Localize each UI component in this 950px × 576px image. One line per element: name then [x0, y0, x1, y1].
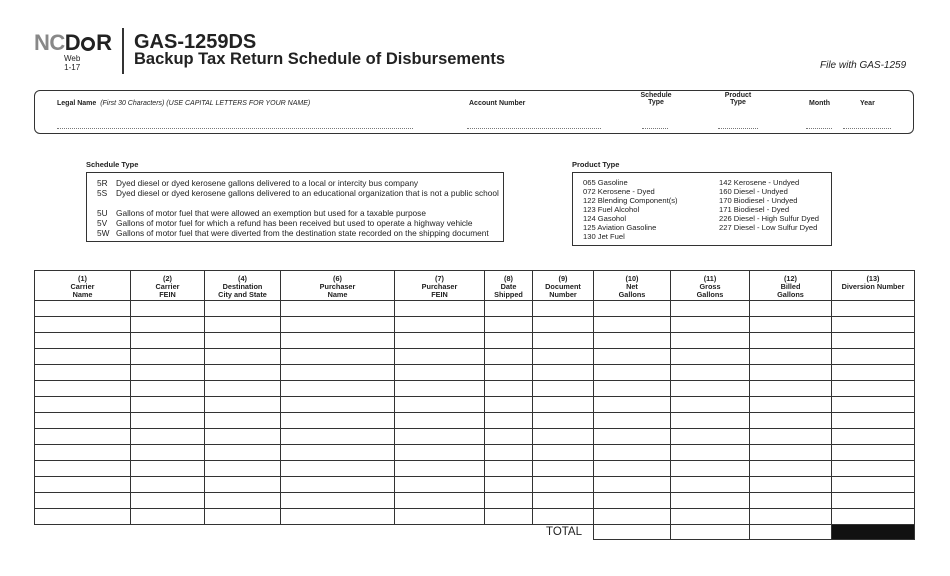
entry-cell[interactable]: [281, 381, 395, 397]
file-with-note: File with GAS-1259: [820, 60, 907, 71]
entry-cell[interactable]: [832, 413, 915, 429]
entry-cell[interactable]: [594, 429, 671, 445]
legal-name-label: Legal Name (First 30 Characters) (USE CAPITAL LETTERS FOR YOUR NAME): [57, 100, 311, 107]
entry-cell[interactable]: [671, 333, 750, 349]
entry-cell[interactable]: [395, 301, 485, 317]
entry-cell[interactable]: [671, 461, 750, 477]
entry-cell[interactable]: [594, 317, 671, 333]
entry-cell[interactable]: [131, 301, 205, 317]
entry-cell[interactable]: [205, 461, 281, 477]
entry-cell[interactable]: [395, 445, 485, 461]
entry-cell[interactable]: [533, 477, 594, 493]
entry-cell[interactable]: [281, 413, 395, 429]
column-header-line: FEIN: [159, 290, 176, 299]
entry-cell[interactable]: [281, 477, 395, 493]
column-header-line: Purchaser: [319, 282, 356, 291]
product-type-legend: [572, 172, 832, 246]
entry-cell[interactable]: [533, 317, 594, 333]
column-header: [485, 271, 533, 301]
product-item: 130 Jet Fuel: [583, 232, 625, 241]
entry-cell[interactable]: [594, 381, 671, 397]
column-header-line: Billed: [780, 282, 801, 291]
entry-cell[interactable]: [750, 509, 832, 525]
entry-cell[interactable]: [533, 493, 594, 509]
entry-cell[interactable]: [131, 397, 205, 413]
entry-cell[interactable]: [205, 333, 281, 349]
column-header-line: Gallons: [777, 290, 804, 299]
entry-cell[interactable]: [832, 429, 915, 445]
entry-cell[interactable]: [750, 349, 832, 365]
entry-cell[interactable]: [832, 317, 915, 333]
entry-cell[interactable]: [750, 493, 832, 509]
column-header: [832, 271, 915, 301]
entry-cell[interactable]: [832, 509, 915, 525]
table-row: [35, 445, 915, 461]
entry-cell[interactable]: [750, 301, 832, 317]
schedule-item: 5R Dyed diesel or dyed kerosene gallons delivered to a local or intercity bus company: [97, 178, 419, 188]
column-header: [671, 271, 750, 301]
entry-cell[interactable]: [832, 461, 915, 477]
entry-cell[interactable]: [671, 349, 750, 365]
schedule-type-title: Schedule Type: [86, 160, 139, 169]
total-shaded-cell: [831, 524, 915, 540]
product-item: 065 Gasoline: [583, 178, 628, 187]
entry-cell[interactable]: [131, 509, 205, 525]
column-header-line: Shipped: [494, 290, 523, 299]
entry-cell[interactable]: [594, 349, 671, 365]
entry-cell[interactable]: [832, 333, 915, 349]
entry-cell[interactable]: [395, 413, 485, 429]
entry-cell[interactable]: [281, 493, 395, 509]
entry-cell[interactable]: [281, 445, 395, 461]
column-header-line: Net: [626, 282, 638, 291]
product-item: 142 Kerosene - Undyed: [719, 178, 800, 187]
column-header: [395, 271, 485, 301]
entry-cell[interactable]: [281, 349, 395, 365]
entry-cell[interactable]: [832, 365, 915, 381]
column-header-line: Name: [327, 290, 348, 299]
entry-cell[interactable]: [395, 461, 485, 477]
entry-cell[interactable]: [395, 397, 485, 413]
entry-cell[interactable]: [671, 509, 750, 525]
product-type-title: Product Type: [572, 160, 620, 169]
column-header-line: (6): [333, 274, 342, 283]
total-label: TOTAL: [546, 526, 582, 538]
entry-cell[interactable]: [395, 429, 485, 445]
table-row: [35, 413, 915, 429]
column-header: [131, 271, 205, 301]
column-header: [281, 271, 395, 301]
column-header-line: City and State: [218, 290, 267, 299]
column-header-line: Gallons: [696, 290, 724, 299]
entry-cell[interactable]: [205, 477, 281, 493]
entry-cell[interactable]: [281, 317, 395, 333]
entry-cell[interactable]: [205, 445, 281, 461]
entry-cell[interactable]: [35, 509, 131, 525]
column-header-line: (12): [784, 274, 797, 283]
table-row: [35, 349, 915, 365]
table-row: [35, 461, 915, 477]
column-header: [35, 271, 131, 301]
entry-cell[interactable]: [205, 509, 281, 525]
entry-cell[interactable]: [832, 301, 915, 317]
entry-cell[interactable]: [205, 397, 281, 413]
column-header-line: Number: [549, 290, 577, 299]
entry-cell[interactable]: [205, 429, 281, 445]
column-header-line: Carrier: [70, 282, 95, 291]
entry-cell[interactable]: [281, 333, 395, 349]
entry-cell[interactable]: [35, 365, 131, 381]
entry-cell[interactable]: [281, 365, 395, 381]
entry-cell[interactable]: [395, 365, 485, 381]
table-row: [35, 317, 915, 333]
entry-cell[interactable]: [131, 477, 205, 493]
entry-cell[interactable]: [671, 445, 750, 461]
entry-cell[interactable]: [594, 477, 671, 493]
column-header-line: Carrier: [155, 282, 180, 291]
entry-cell[interactable]: [35, 477, 131, 493]
product-item: 072 Kerosene - Dyed: [583, 187, 655, 196]
logo-d-text: D: [64, 30, 81, 55]
product-item: 160 Diesel - Undyed: [719, 187, 788, 196]
entry-cell[interactable]: [594, 493, 671, 509]
entry-cell[interactable]: [485, 493, 533, 509]
entry-cell[interactable]: [131, 429, 205, 445]
column-header-line: Purchaser: [421, 282, 458, 291]
year-field[interactable]: [843, 128, 891, 129]
entry-cell[interactable]: [131, 365, 205, 381]
entry-cell[interactable]: [832, 397, 915, 413]
column-header-line: (1): [78, 274, 87, 283]
entry-cell[interactable]: [832, 349, 915, 365]
entry-cell[interactable]: [35, 349, 131, 365]
entry-cell[interactable]: [533, 381, 594, 397]
entry-cell[interactable]: [395, 477, 485, 493]
disbursement-table: [34, 270, 915, 525]
entry-cell[interactable]: [35, 301, 131, 317]
table-row: [35, 397, 915, 413]
entry-cell[interactable]: [594, 461, 671, 477]
column-header-line: (7): [435, 274, 444, 283]
table-row: [35, 333, 915, 349]
entry-cell[interactable]: [671, 397, 750, 413]
entry-cell[interactable]: [395, 317, 485, 333]
entry-cell[interactable]: [485, 365, 533, 381]
entry-cell[interactable]: [485, 381, 533, 397]
entry-cell[interactable]: [750, 365, 832, 381]
entry-cell[interactable]: [750, 333, 832, 349]
schedule-item: 5S Dyed diesel or dyed kerosene gallons delivered to an educational organization that is not a public school: [97, 188, 499, 198]
entry-cell[interactable]: [671, 301, 750, 317]
total-gross-gallons-field[interactable]: [670, 524, 750, 540]
column-header-line: (4): [238, 274, 247, 283]
entry-cell[interactable]: [533, 301, 594, 317]
entry-cell[interactable]: [594, 445, 671, 461]
column-header-line: Gross: [699, 282, 721, 291]
form-number: GAS-1259DS: [134, 31, 257, 53]
account-number-label: Account Number: [469, 100, 526, 107]
entry-cell[interactable]: [35, 493, 131, 509]
schedule-item: 5U Gallons of motor fuel that were allowed an exemption but used for a taxable purpose: [97, 208, 426, 218]
entry-cell[interactable]: [395, 493, 485, 509]
entry-cell[interactable]: [131, 493, 205, 509]
entry-cell[interactable]: [395, 349, 485, 365]
entry-cell[interactable]: [205, 317, 281, 333]
table-row: [35, 493, 915, 509]
entry-cell[interactable]: [594, 301, 671, 317]
entry-cell[interactable]: [281, 461, 395, 477]
year-label: Year: [860, 100, 875, 107]
entry-cell[interactable]: [832, 477, 915, 493]
table-row: [35, 477, 915, 493]
entry-cell[interactable]: [832, 381, 915, 397]
product-type-field[interactable]: [718, 128, 758, 129]
entry-cell[interactable]: [131, 461, 205, 477]
table-header-row: [35, 271, 915, 301]
entry-cell[interactable]: [205, 301, 281, 317]
entry-cell[interactable]: [750, 477, 832, 493]
entry-cell[interactable]: [35, 317, 131, 333]
entry-cell[interactable]: [35, 381, 131, 397]
entry-cell[interactable]: [485, 477, 533, 493]
entry-cell[interactable]: [205, 365, 281, 381]
schedule-item: 5W Gallons of motor fuel that were diverted from the destination state recorded on the shipping document: [97, 228, 489, 238]
entry-cell[interactable]: [533, 509, 594, 525]
schedule-type-field[interactable]: [642, 128, 668, 129]
web-label: Web: [64, 54, 81, 63]
table-row: [35, 365, 915, 381]
entry-cell[interactable]: [35, 333, 131, 349]
entry-cell[interactable]: [671, 381, 750, 397]
entry-cell[interactable]: [35, 461, 131, 477]
column-header-line: (13): [866, 274, 880, 283]
entry-cell[interactable]: [205, 349, 281, 365]
schedule-item: 5V Gallons of motor fuel for which a refund has been received but used to operate a highway vehicle: [97, 218, 473, 228]
column-header-line: Gallons: [618, 290, 646, 299]
entry-cell[interactable]: [395, 333, 485, 349]
entry-cell[interactable]: [485, 429, 533, 445]
month-field[interactable]: [806, 128, 832, 129]
entry-cell[interactable]: [750, 413, 832, 429]
column-header-line: (8): [504, 274, 513, 283]
entry-cell[interactable]: [671, 317, 750, 333]
entry-cell[interactable]: [131, 317, 205, 333]
entry-cell[interactable]: [35, 397, 131, 413]
entry-cell[interactable]: [671, 365, 750, 381]
entry-cell[interactable]: [131, 413, 205, 429]
entry-cell[interactable]: [750, 461, 832, 477]
table-row: [35, 301, 915, 317]
entry-cell[interactable]: [533, 397, 594, 413]
entry-cell[interactable]: [533, 461, 594, 477]
entry-cell[interactable]: [131, 333, 205, 349]
entry-cell[interactable]: [750, 381, 832, 397]
total-net-gallons-field[interactable]: [593, 524, 671, 540]
form-revision: [64, 54, 80, 72]
entry-cell[interactable]: [533, 445, 594, 461]
table-row: [35, 429, 915, 445]
product-item: 171 Biodiesel - Dyed: [719, 205, 790, 214]
ncdor-logo: [34, 30, 112, 56]
logo-nc-text: NC: [34, 30, 65, 55]
column-header: [594, 271, 671, 301]
product-item: 125 Aviation Gasoline: [583, 223, 657, 232]
schedule-type-label: Schedule Type: [640, 92, 672, 106]
form-title: Backup Tax Return Schedule of Disbursements: [134, 50, 506, 68]
column-header-line: FEIN: [431, 290, 448, 299]
entry-cell[interactable]: [281, 397, 395, 413]
column-header-line: Name: [72, 290, 93, 299]
table-row: [35, 381, 915, 397]
entry-cell[interactable]: [35, 413, 131, 429]
logo-r-text: R: [96, 30, 112, 55]
column-header-line: Destination: [222, 282, 263, 291]
entry-cell[interactable]: [671, 413, 750, 429]
entry-cell[interactable]: [533, 429, 594, 445]
entry-cell[interactable]: [594, 413, 671, 429]
entry-cell[interactable]: [35, 429, 131, 445]
entry-cell[interactable]: [281, 301, 395, 317]
taxpayer-info-box: [34, 90, 914, 134]
entry-cell[interactable]: [395, 381, 485, 397]
entry-cell[interactable]: [533, 413, 594, 429]
entry-cell[interactable]: [485, 461, 533, 477]
entry-cell[interactable]: [131, 349, 205, 365]
entry-cell[interactable]: [594, 509, 671, 525]
entry-cell[interactable]: [485, 333, 533, 349]
account-number-field[interactable]: [467, 128, 601, 129]
entry-cell[interactable]: [485, 445, 533, 461]
entry-cell[interactable]: [485, 301, 533, 317]
product-item: 227 Diesel - Low Sulfur Dyed: [719, 223, 818, 232]
month-label: Month: [809, 100, 830, 107]
column-header-line: (9): [558, 274, 568, 283]
entry-cell[interactable]: [750, 397, 832, 413]
revision-date: 1-17: [64, 63, 81, 72]
entry-cell[interactable]: [750, 445, 832, 461]
entry-cell[interactable]: [533, 333, 594, 349]
product-item: 226 Diesel - High Sulfur Dyed: [719, 214, 820, 223]
entry-cell[interactable]: [281, 509, 395, 525]
entry-cell[interactable]: [533, 365, 594, 381]
legal-name-note: (First 30 Characters) (USE CAPITAL LETTERS FOR YOUR NAME): [100, 100, 311, 107]
entry-cell[interactable]: [750, 429, 832, 445]
column-header: [533, 271, 594, 301]
entry-cell[interactable]: [671, 477, 750, 493]
entry-cell[interactable]: [594, 397, 671, 413]
entry-cell[interactable]: [594, 365, 671, 381]
product-item: 170 Biodiesel - Undyed: [719, 196, 798, 205]
column-header-line: (11): [703, 274, 717, 283]
entry-cell[interactable]: [205, 381, 281, 397]
entry-cell[interactable]: [485, 397, 533, 413]
column-header-line: Date: [500, 282, 517, 291]
entry-cell[interactable]: [671, 493, 750, 509]
entry-cell[interactable]: [485, 349, 533, 365]
entry-cell[interactable]: [205, 413, 281, 429]
entry-cell[interactable]: [395, 509, 485, 525]
product-item: 123 Fuel Alcohol: [583, 205, 640, 214]
column-header: [750, 271, 832, 301]
entry-cell[interactable]: [131, 445, 205, 461]
entry-cell[interactable]: [485, 509, 533, 525]
entry-cell[interactable]: [131, 381, 205, 397]
entry-cell[interactable]: [832, 445, 915, 461]
legal-name-field[interactable]: [57, 128, 413, 129]
entry-cell[interactable]: [205, 493, 281, 509]
column-header: [205, 271, 281, 301]
product-item: 124 Gasohol: [583, 214, 627, 223]
column-header-line: (2): [163, 274, 172, 283]
column-header-line: Diversion Number: [841, 282, 905, 291]
logo-o-ring: [81, 37, 95, 51]
entry-cell[interactable]: [485, 413, 533, 429]
entry-cell[interactable]: [750, 317, 832, 333]
header-divider: [122, 28, 124, 74]
schedule-type-legend: [86, 172, 504, 242]
entry-cell[interactable]: [594, 333, 671, 349]
entry-cell[interactable]: [533, 349, 594, 365]
table-row: [35, 509, 915, 525]
entry-cell[interactable]: [485, 317, 533, 333]
product-item: 122 Blending Component(s): [583, 196, 678, 205]
entry-cell[interactable]: [671, 429, 750, 445]
product-type-label: Product Type: [724, 92, 752, 106]
entry-cell[interactable]: [35, 445, 131, 461]
total-billed-gallons-field[interactable]: [749, 524, 832, 540]
column-header-line: Document: [545, 282, 581, 291]
column-header-line: (10): [625, 274, 639, 283]
entry-cell[interactable]: [281, 429, 395, 445]
entry-cell[interactable]: [832, 493, 915, 509]
